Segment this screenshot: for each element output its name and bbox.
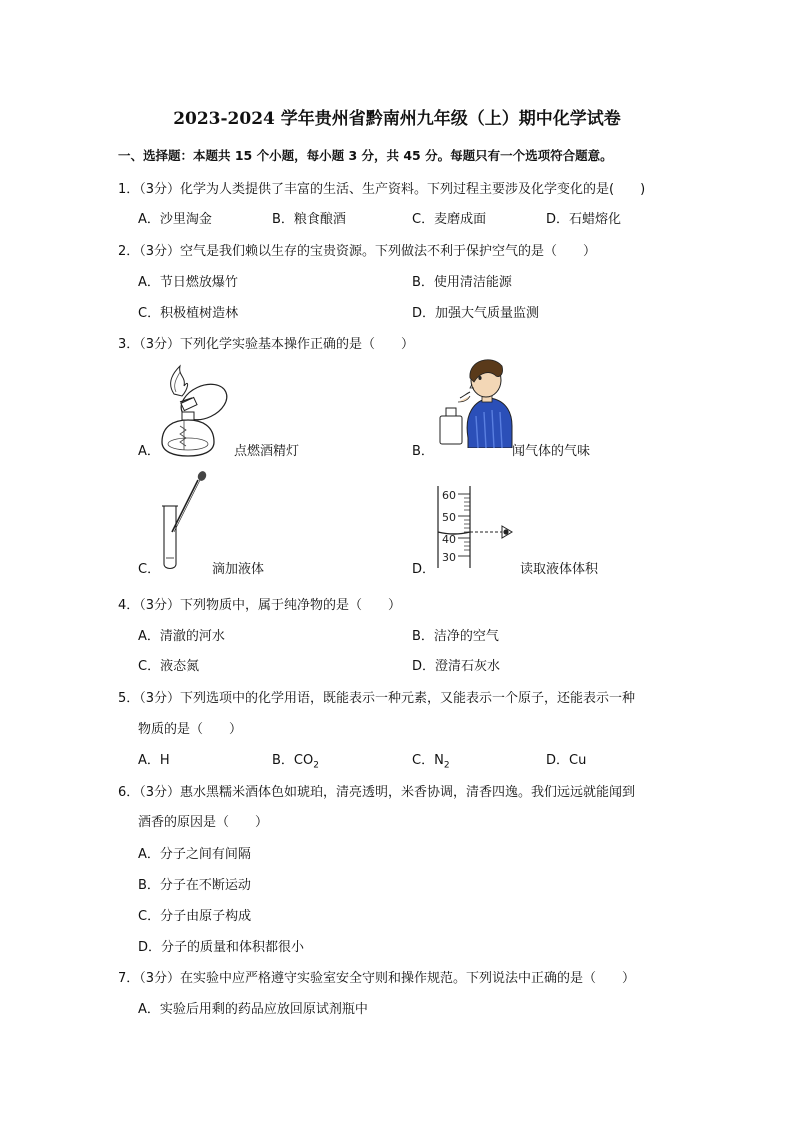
q5-option-c: C．$N_2$ bbox=[412, 753, 450, 771]
q5-option-a: A．H bbox=[138, 753, 170, 768]
q4-option-d: D．澄清石灰水 bbox=[412, 659, 501, 674]
q2-option-d: D．加强大气质量监测 bbox=[412, 306, 540, 321]
question-2-stem: 2．（3分）空气是我们赖以生存的宝贵资源。下列做法不利于保护空气的是（ ） bbox=[118, 244, 597, 259]
section-heading: 一、选择题：本题共 15 个小题，每小题 3 分，共 45 分。每题只有一个选项符合题意。 bbox=[118, 148, 613, 163]
q6-option-c: C．分子由原子构成 bbox=[138, 909, 252, 924]
cylinder-tick-30: 30 bbox=[442, 551, 456, 564]
q5-option-b: B．$CO_2$ bbox=[272, 753, 319, 771]
q4-option-b: B．洁净的空气 bbox=[412, 629, 499, 644]
q3-option-b-letter: B． bbox=[412, 444, 434, 459]
question-5-stem-line-2: 物质的是（ ） bbox=[138, 722, 243, 737]
q1-option-b: B．粮食酿酒 bbox=[272, 212, 346, 227]
question-1-stem: 1．（3分）化学为人类提供了丰富的生活、生产资料。下列过程主要涉及化学变化的是( ) bbox=[118, 182, 646, 197]
q3-option-c-caption: 滴加液体 bbox=[212, 562, 265, 577]
cylinder-tick-60: 60 bbox=[442, 489, 456, 502]
q4-option-a: A．清澈的河水 bbox=[138, 629, 225, 644]
exam-title: 2023-2024 学年贵州省黔南州九年级（上）期中化学试卷 bbox=[173, 109, 621, 129]
q3-option-d-letter: D． bbox=[412, 562, 436, 577]
q7-option-a: A．实验后用剩的药品应放回原试剂瓶中 bbox=[138, 1002, 368, 1017]
q3-option-d-caption: 读取液体体积 bbox=[520, 562, 599, 577]
question-6-stem-line-2: 酒香的原因是（ ） bbox=[138, 815, 269, 830]
q4-option-c: C．液态氮 bbox=[138, 659, 200, 674]
q1-option-a: A．沙里淘金 bbox=[138, 212, 212, 227]
question-5-stem-line-1: 5．（3分）下列选项中的化学用语，既能表示一种元素，又能表示一个原子，还能表示一种 bbox=[118, 691, 636, 706]
q2-option-b: B．使用清洁能源 bbox=[412, 275, 512, 290]
question-7-stem: 7．（3分）在实验中应严格遵守实验室安全守则和操作规范。下列说法中正确的是（ ） bbox=[118, 971, 636, 986]
q3-option-a-caption: 点燃酒精灯 bbox=[234, 444, 300, 459]
q3-option-c-letter: C． bbox=[138, 562, 161, 577]
q1-option-d: D．石蜡熔化 bbox=[546, 212, 622, 227]
q3-option-a-letter: A． bbox=[138, 444, 160, 459]
q3-option-b-caption: 闻气体的气味 bbox=[512, 444, 591, 459]
graduated-cylinder-figure bbox=[436, 484, 526, 570]
dropper-test-tube-figure bbox=[158, 470, 208, 574]
q1-option-c: C．麦磨成面 bbox=[412, 212, 487, 227]
question-4-stem: 4．（3分）下列物质中，属于纯净物的是（ ） bbox=[118, 598, 402, 613]
q6-option-b: B．分子在不断运动 bbox=[138, 878, 251, 893]
q6-option-d: D．分子的质量和体积都很小 bbox=[138, 940, 305, 955]
q2-option-a: A．节日燃放爆竹 bbox=[138, 275, 238, 290]
q5-option-d: D．Cu bbox=[546, 753, 587, 768]
question-3-stem: 3．（3分）下列化学实验基本操作正确的是（ ） bbox=[118, 337, 415, 352]
question-6-stem-line-1: 6．（3分）惠水黑糯米酒体色如琥珀，清亮透明，米香协调，清香四逸。我们远远就能闻到 bbox=[118, 785, 636, 800]
cylinder-tick-40: 40 bbox=[442, 533, 456, 546]
q2-option-c: C．积极植树造林 bbox=[138, 306, 239, 321]
cylinder-tick-50: 50 bbox=[442, 511, 456, 524]
q6-option-a: A．分子之间有间隔 bbox=[138, 847, 251, 862]
alcohol-lamp-figure bbox=[152, 364, 234, 460]
smelling-gas-figure bbox=[434, 356, 514, 448]
